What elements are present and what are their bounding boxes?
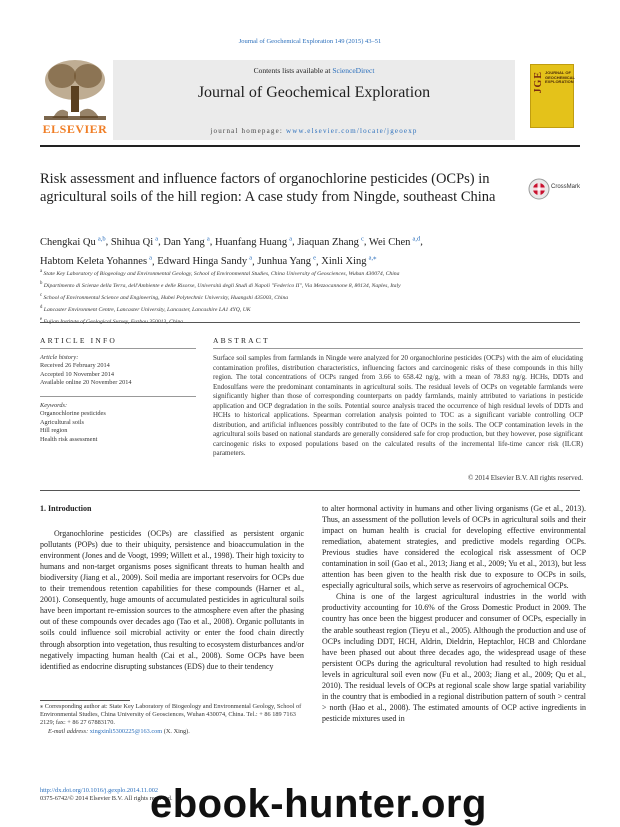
header-divider <box>40 145 580 147</box>
footnote-divider <box>40 700 130 701</box>
accepted-date: Accepted 10 November 2014 <box>40 370 114 378</box>
journal-cover-thumbnail[interactable] <box>530 64 574 128</box>
author-name: Xinli Xing <box>321 256 367 267</box>
affiliation-mark: d <box>40 304 43 310</box>
author-affiliation-mark[interactable]: a,d <box>412 235 421 242</box>
body-paragraph: China is one of the largest agricultural industries in the world with productivity accounting for 10.6% of the Gross Domestic Product in 2009. The country has once been the biggest producer and consumer of OCPs, especially in the arable southeast region (Tieyu et al., 2005). Although the production and use of OCPs including DDT, HCH, Aldrin, Dieldrin, Heptachlor, HCB and Chlordane have been phased out about three decades ago, the widespread usage of these persistent OCPs during the agricultural revolution had resulted to high residual levels in agricultural soil even now (Fu et al., 2003; Jiang et al., 2009; Qu et al., 2010). The residual levels of OCPs at regional scale show large spatial variability in the country that is embodied in a regional distribution pattern of south > central > north (Hao et al., 2008). The estimated amounts of OCP active ingredients in pesticide mixtures used in <box>322 592 586 723</box>
homepage-link[interactable]: www.elsevier.com/locate/jgeoexp <box>286 127 418 135</box>
sciencedirect-link[interactable]: ScienceDirect <box>332 66 375 75</box>
article-info-rule <box>40 348 196 349</box>
body-divider <box>40 490 580 491</box>
crossmark-label[interactable]: CrossMark <box>551 184 581 190</box>
author[interactable] <box>215 237 292 248</box>
cover-letters: JGE <box>533 71 544 94</box>
keywords-label: Keywords: <box>40 402 68 409</box>
abstract-rule <box>213 348 583 349</box>
author-name: Huanfang Huang <box>215 236 288 248</box>
keyword-item: Hill region <box>40 427 68 435</box>
author[interactable] <box>297 237 364 248</box>
author-name: Junhua Yang <box>257 256 312 267</box>
affiliation-item <box>40 267 580 279</box>
abstract-text: Surface soil samples from farmlands in Ningde were analyzed for 20 organochlorine pesticides (OCPs) with the aim of elucidating contamination profiles, distribution characteristics, influencing factors and carcinogenic risks of these compounds in this hilly region. The total concentrations of OCPs ranged from 3.66 to 658.42 ng/g, with a mean of 78.83 ng/g. HCHs, DDTs and Endosulfans were the predominant contaminants in agricultural soils. The residual levels of OCPs on vegetable farmlands were significantly higher than those of corresponding counterparts on paddy farmlands, mainly attributed to variations in pesticide application and OCP degradation in the soils. Potential source analysis traced the occurrence of high residual levels of DDTs and HCHs to historical applications. Spearman correlation analysis pointed to TOC as a significant variable controlling OCP distribution, and artificial influences possibly contributed to the fate of OCPs in the soils. The OCP contamination levels in the agricultural soils based on national standards are generally considered safe for crop production, but they however, pose significant carcinogenic risks to exposed populations based on the calculated results of the incremental life-time cancer risk (ILCR) parameters. <box>213 354 583 458</box>
keyword-item: Organochlorine pesticides <box>40 410 106 418</box>
author-affiliation-mark[interactable]: a,⁎ <box>368 254 377 262</box>
issn-line: 0375-6742/© 2014 Elsevier B.V. All rights reserved. <box>40 795 173 802</box>
affiliation-mark: e <box>40 316 43 322</box>
corresponding-author-footnote <box>40 703 304 736</box>
contents-line <box>113 66 515 75</box>
corresponding-author-text: ⁎ Corresponding author at: State Key Laboratory of Biogeology and Environmental Geology, School of Environmental Studies, China University of Geosciences, Wuhan 430074, China. Tel.: + 86 189 7163 2129; fax: + 86 27 67883170. <box>40 703 302 727</box>
affiliation-mark: a <box>40 269 43 274</box>
author[interactable] <box>111 237 158 248</box>
homepage-line <box>113 127 515 135</box>
affiliation-item <box>40 315 580 327</box>
author-affiliation-mark[interactable]: a <box>249 254 253 262</box>
keyword-item: Agricultural soils <box>40 418 84 426</box>
author-name: Jiaquan Zhang <box>297 236 359 248</box>
article-info-heading: ARTICLE INFO <box>40 336 117 345</box>
author-affiliation-mark[interactable]: a <box>149 254 153 262</box>
author-name: Wei Chen <box>368 236 411 248</box>
keyword-item: Health risk assessment <box>40 435 98 443</box>
author-affiliation-mark[interactable]: c <box>360 235 364 242</box>
affiliation-text: Lancaster Environment Centre, Lancaster University, Lancaster, Lancashire LA1 4YQ, UK <box>43 306 251 313</box>
elsevier-wordmark: ELSEVIER <box>42 122 108 136</box>
author[interactable] <box>40 256 152 267</box>
author-name: Shihua Qi <box>110 236 154 248</box>
author-affiliation-mark[interactable]: a <box>155 235 159 242</box>
author[interactable] <box>257 256 316 267</box>
author-name: Habtom Keleta Yohannes <box>40 256 148 267</box>
abstract-heading: ABSTRACT <box>213 336 270 345</box>
author-name: Edward Hinga Sandy <box>157 256 248 267</box>
author-affiliation-mark[interactable]: e <box>313 254 317 262</box>
keywords-rule <box>40 396 196 397</box>
article-history <box>40 354 190 388</box>
author[interactable] <box>163 237 209 248</box>
affiliation-mark: c <box>40 292 43 298</box>
author[interactable] <box>40 237 106 248</box>
body-column-right <box>322 503 586 724</box>
author-affiliation-mark[interactable]: a <box>289 235 293 242</box>
crossmark-icon <box>528 178 550 200</box>
email-label: E-mail address: <box>48 727 90 735</box>
affiliation-text: School of Environmental Science and Engineering, Hubei Polytechnic University, Huangshi 435003, China <box>43 294 289 301</box>
author[interactable] <box>369 237 420 248</box>
author[interactable] <box>321 256 376 267</box>
author-affiliation-mark[interactable]: a <box>206 235 210 242</box>
history-label: Article history: <box>40 354 79 361</box>
author-list: Chengkai Qu $^{a,b}$, Shihua Qi $^a$, Dan Yang $^a$, Huanfang Huang $^a$, Jiaquan Zhang $^c$, Wei Chen $^{a,d}$, Habtom Keleta Yohannes $^a$, Edward Hinga Sandy $^a$, Junhua Yang $^e$, Xinli Xing $^{a,⁎}$ <box>40 235 423 267</box>
affiliation-list <box>40 267 580 326</box>
body-paragraph: Organochlorine pesticides (OCPs) are classified as persistent organic pollutants (POPs) due to their ubiquity, persistence and bioaccumulation in the environment (Jones and de Voogt, 1999; Willett et al., 1998). Their high toxicity to humans and non-target organisms poses significant threats to human health and biodiversity (Jiang et al., 2009). Soil media are important reservoirs for OCPs due to their tremendous retention capabilities for these compounds (Harner et al., 2001). Consequently, huge amounts of accumulated pesticides in agricultural soils have been important re-emission sources to the atmosphere even after the phasing out of these compounds over decades ago (Tao et al., 2008). Organic pollutants in soils could influence soil microbial activity or enter the food chain directly through absorption into vegetation, thus resulting to ecosystem disturbances and/or negatively impacting human health (Cai et al., 2008). Some OCPs have been identified as endocrine disrupting substances (EDS) due to their tendency <box>40 529 304 671</box>
introduction-heading: 1. Introduction <box>40 504 92 513</box>
abstract-copyright: © 2014 Elsevier B.V. All rights reserved. <box>467 474 583 482</box>
journal-citation[interactable]: Journal of Geochemical Exploration 149 (2015) 43–51 <box>238 38 382 45</box>
received-date: Received 26 February 2014 <box>40 362 110 370</box>
article-title: Risk assessment and influence factors of organochlorine pesticides (OCPs) in agricultural soils of the hill region: A case study from Ningde, southeast China <box>40 171 496 205</box>
online-date: Available online 20 November 2014 <box>40 379 132 387</box>
cover-title: JOURNAL OF GEOCHEMICAL EXPLORATION <box>545 70 575 85</box>
body-paragraph: to alter hormonal activity in humans and other living organisms (Ge et al., 2013). Thus, an assessment of the pollution levels of OCPs in agricultural soils and their impact on human health is crucial for developing effective environmental remediation, abatement strategies, and predictive models regarding OCPs. Previous studies have considered the ecological risk assessment of OCP contamination in soil (Gao et al., 2013; Jiang et al., 2009; Yu et al., 2013), but less attention has been given to the health risk due to exposure to OCPs in soils, especially agricultural soils, which serve as reservoirs of agrochemical OCPs. <box>322 504 586 591</box>
contents-prefix: Contents lists available at <box>253 66 333 75</box>
affiliation-text: Dipartimento di Scienze della Terra, dell'Ambiente e delle Risorse, Università degli Studi di Napoli "Federico II", Via Mezzocannone 8, 80134, Naples, Italy <box>43 282 401 289</box>
affiliation-item <box>40 279 580 291</box>
email-suffix: (X. Xing). <box>162 727 190 735</box>
keywords-block <box>40 402 190 444</box>
author-name: Chengkai Qu <box>40 236 96 248</box>
affiliation-item <box>40 303 580 315</box>
affiliation-text: State Key Laboratory of Biogeology and Environmental Geology, School of Environmental Studies, China University of Geosciences, Wuhan 430074, China <box>43 270 400 277</box>
body-column-left <box>40 503 304 672</box>
watermark: ebook-hunter.org <box>150 782 487 826</box>
affiliation-item <box>40 291 580 303</box>
affiliation-mark: b <box>40 280 43 286</box>
doi-link[interactable]: http://dx.doi.org/10.1016/j.gexplo.2014.11.002 <box>40 787 159 794</box>
author[interactable] <box>157 256 252 267</box>
author-name: Dan Yang <box>163 236 205 248</box>
author-affiliation-mark[interactable]: a,b <box>97 235 106 242</box>
journal-title: Journal of Geochemical Exploration <box>197 84 431 101</box>
info-divider <box>40 322 580 323</box>
email-link[interactable]: xingxinli5300225@163.com <box>89 727 163 735</box>
homepage-prefix: journal homepage: <box>210 127 287 135</box>
